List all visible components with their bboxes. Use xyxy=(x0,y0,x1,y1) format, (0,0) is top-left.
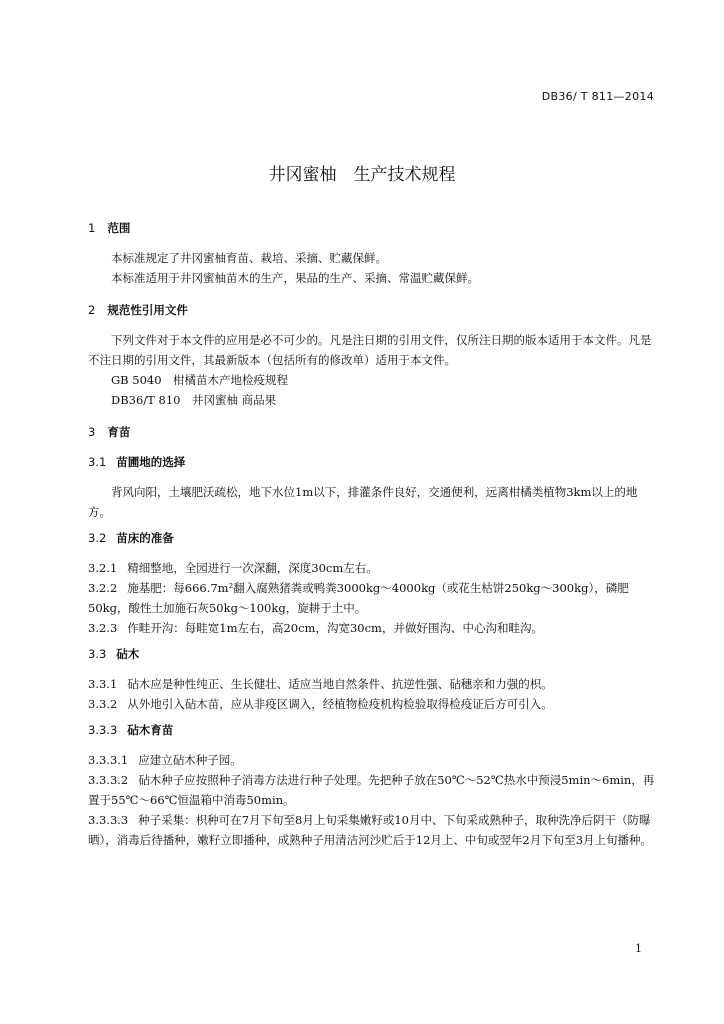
document-body xyxy=(88,218,656,850)
section-3-1-heading xyxy=(88,452,656,472)
clause-number: 3.3.1 xyxy=(88,677,118,691)
clause-item xyxy=(88,750,656,770)
section-2-heading xyxy=(88,300,656,320)
section-number: 1 xyxy=(88,221,96,235)
clause-item xyxy=(88,810,656,850)
clause-number: 3.2.1 xyxy=(88,561,118,575)
clause-text: 从外地引入砧木苗，应从非疫区调入，经植物检疫机构检验取得检疫证后方可引入。 xyxy=(127,697,553,711)
clause-text: 施基肥：每666.7m²翻入腐熟猪粪或鸭粪3000kg～4000kg（或花生枯饼250kg～300kg），磷肥50kg，酸性土加施石灰50kg～100kg，旋耕于土中。 xyxy=(88,581,629,615)
standard-code: DB36/ T 811—2014 xyxy=(541,90,654,103)
clause-item xyxy=(88,674,656,694)
clause-number: 3.3.2 xyxy=(88,697,118,711)
clause-item xyxy=(88,618,656,638)
reference-item: DB36/T 810 井冈蜜柚 商品果 xyxy=(111,393,277,407)
section-3-2-heading xyxy=(88,528,656,548)
clause-text: 作畦开沟：每畦宽1m左右，高20cm，沟宽30cm，并做好围沟、中心沟和畦沟。 xyxy=(127,621,543,635)
section-title: 范围 xyxy=(107,221,131,235)
clause-text: 应建立砧木种子园。 xyxy=(138,753,242,767)
section-title: 规范性引用文件 xyxy=(107,303,188,317)
clause-item xyxy=(88,770,656,810)
paragraph: 本标准规定了井冈蜜柚育苗、栽培、采摘、贮藏保鲜。 xyxy=(111,251,387,265)
clause-number: 3.3.3.2 xyxy=(88,773,129,787)
clause-number: 3.3.3.1 xyxy=(88,753,129,767)
paragraph: 本标准适用于井冈蜜柚苗木的生产，果品的生产、采摘、常温贮藏保鲜。 xyxy=(111,271,479,285)
clause-text: 砧木种子应按照种子消毒方法进行种子处理。先把种子放在50℃～52℃热水中预浸5min～6min，再置于55℃～66℃恒温箱中消毒50min。 xyxy=(88,773,655,807)
section-number: 2 xyxy=(88,303,96,317)
section-title: 砧木育苗 xyxy=(127,723,174,737)
clause-number: 3.3.3.3 xyxy=(88,813,129,827)
section-title: 苗床的准备 xyxy=(116,531,174,545)
clause-number: 3.2.3 xyxy=(88,621,118,635)
clause-item xyxy=(88,558,656,578)
section-number: 3.1 xyxy=(88,455,107,469)
clause-number: 3.2.2 xyxy=(88,581,118,595)
clause-text: 种子采集：枳种可在7月下旬至8月上旬采集嫩籽或10月中、下旬采成熟种子，取种洗净后阴干（防曝晒），消毒后待播种，嫩籽立即播种，成熟种子用清洁河沙贮后于12月上、中旬或翌年2月下旬至3月上旬播种。 xyxy=(88,813,653,847)
clause-text: 砧木应是种性纯正、生长健壮、适应当地自然条件、抗逆性强、砧穗亲和力强的枳。 xyxy=(127,677,553,691)
paragraph: 下列文件对于本文件的应用是必不可少的。凡是注日期的引用文件，仅所注日期的版本适用于本文件。凡是不注日期的引用文件，其最新版本（包括所有的修改单）适用于本文件。 xyxy=(88,333,652,367)
document-title: 井冈蜜柚 生产技术规程 xyxy=(268,165,456,185)
section-3-3-3-heading xyxy=(88,720,656,740)
clause-text: 精细整地，全园进行一次深翻，深度30cm左右。 xyxy=(127,561,378,575)
clause-item xyxy=(88,578,656,618)
page-number: 1 xyxy=(635,942,642,955)
reference-item: GB 5040 柑橘苗木产地检疫规程 xyxy=(111,373,289,387)
section-title: 苗圃地的选择 xyxy=(116,455,186,469)
section-number: 3.3 xyxy=(88,647,107,661)
section-number: 3 xyxy=(88,425,96,439)
section-number: 3.2 xyxy=(88,531,107,545)
section-title: 育苗 xyxy=(107,425,131,439)
paragraph: 背风向阳，土壤肥沃疏松，地下水位1m以下，排灌条件良好，交通便利，远离柑橘类植物3km以上的地方。 xyxy=(88,485,638,519)
section-1-heading xyxy=(88,218,656,238)
section-title: 砧木 xyxy=(116,647,140,661)
section-number: 3.3.3 xyxy=(88,723,118,737)
clause-item xyxy=(88,694,656,714)
section-3-heading xyxy=(88,422,656,442)
section-3-3-heading xyxy=(88,644,656,664)
